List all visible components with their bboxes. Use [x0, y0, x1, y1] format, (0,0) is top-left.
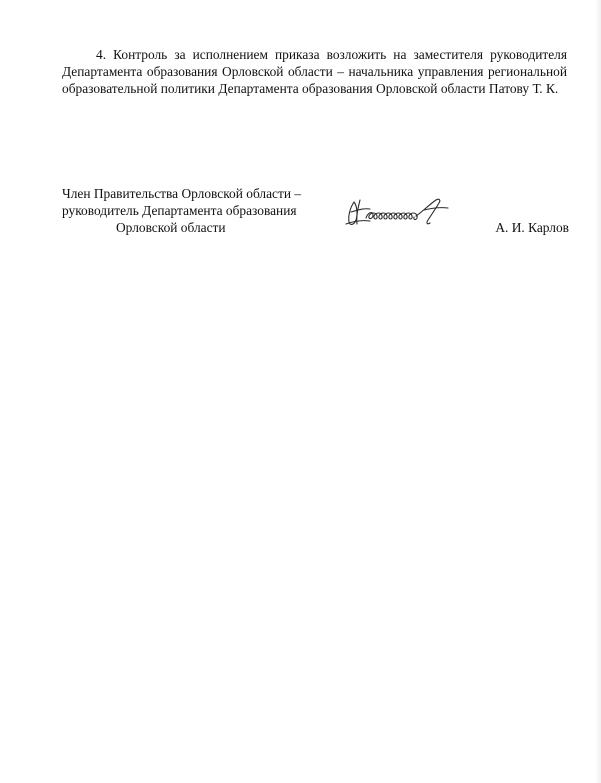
signatory-title-line-2: руководитель Департамента образования — [62, 203, 297, 219]
control-paragraph: 4. Контроль за исполнением приказа возложить на заместителя руководителя Департамента образования Орловской области – начальника управления региональной образовательной политики Департамента образования Орловской области Патову Т. К. — [62, 47, 567, 97]
handwritten-signature — [340, 194, 460, 230]
signatory-title-block — [62, 185, 342, 237]
signatory-title-line-1: Член Правительства Орловской области – — [62, 186, 302, 201]
signatory-name: А. И. Карлов — [495, 220, 569, 235]
signatory-title-line-3: Орловской области — [116, 220, 226, 236]
scan-edge-shadow — [595, 0, 601, 783]
